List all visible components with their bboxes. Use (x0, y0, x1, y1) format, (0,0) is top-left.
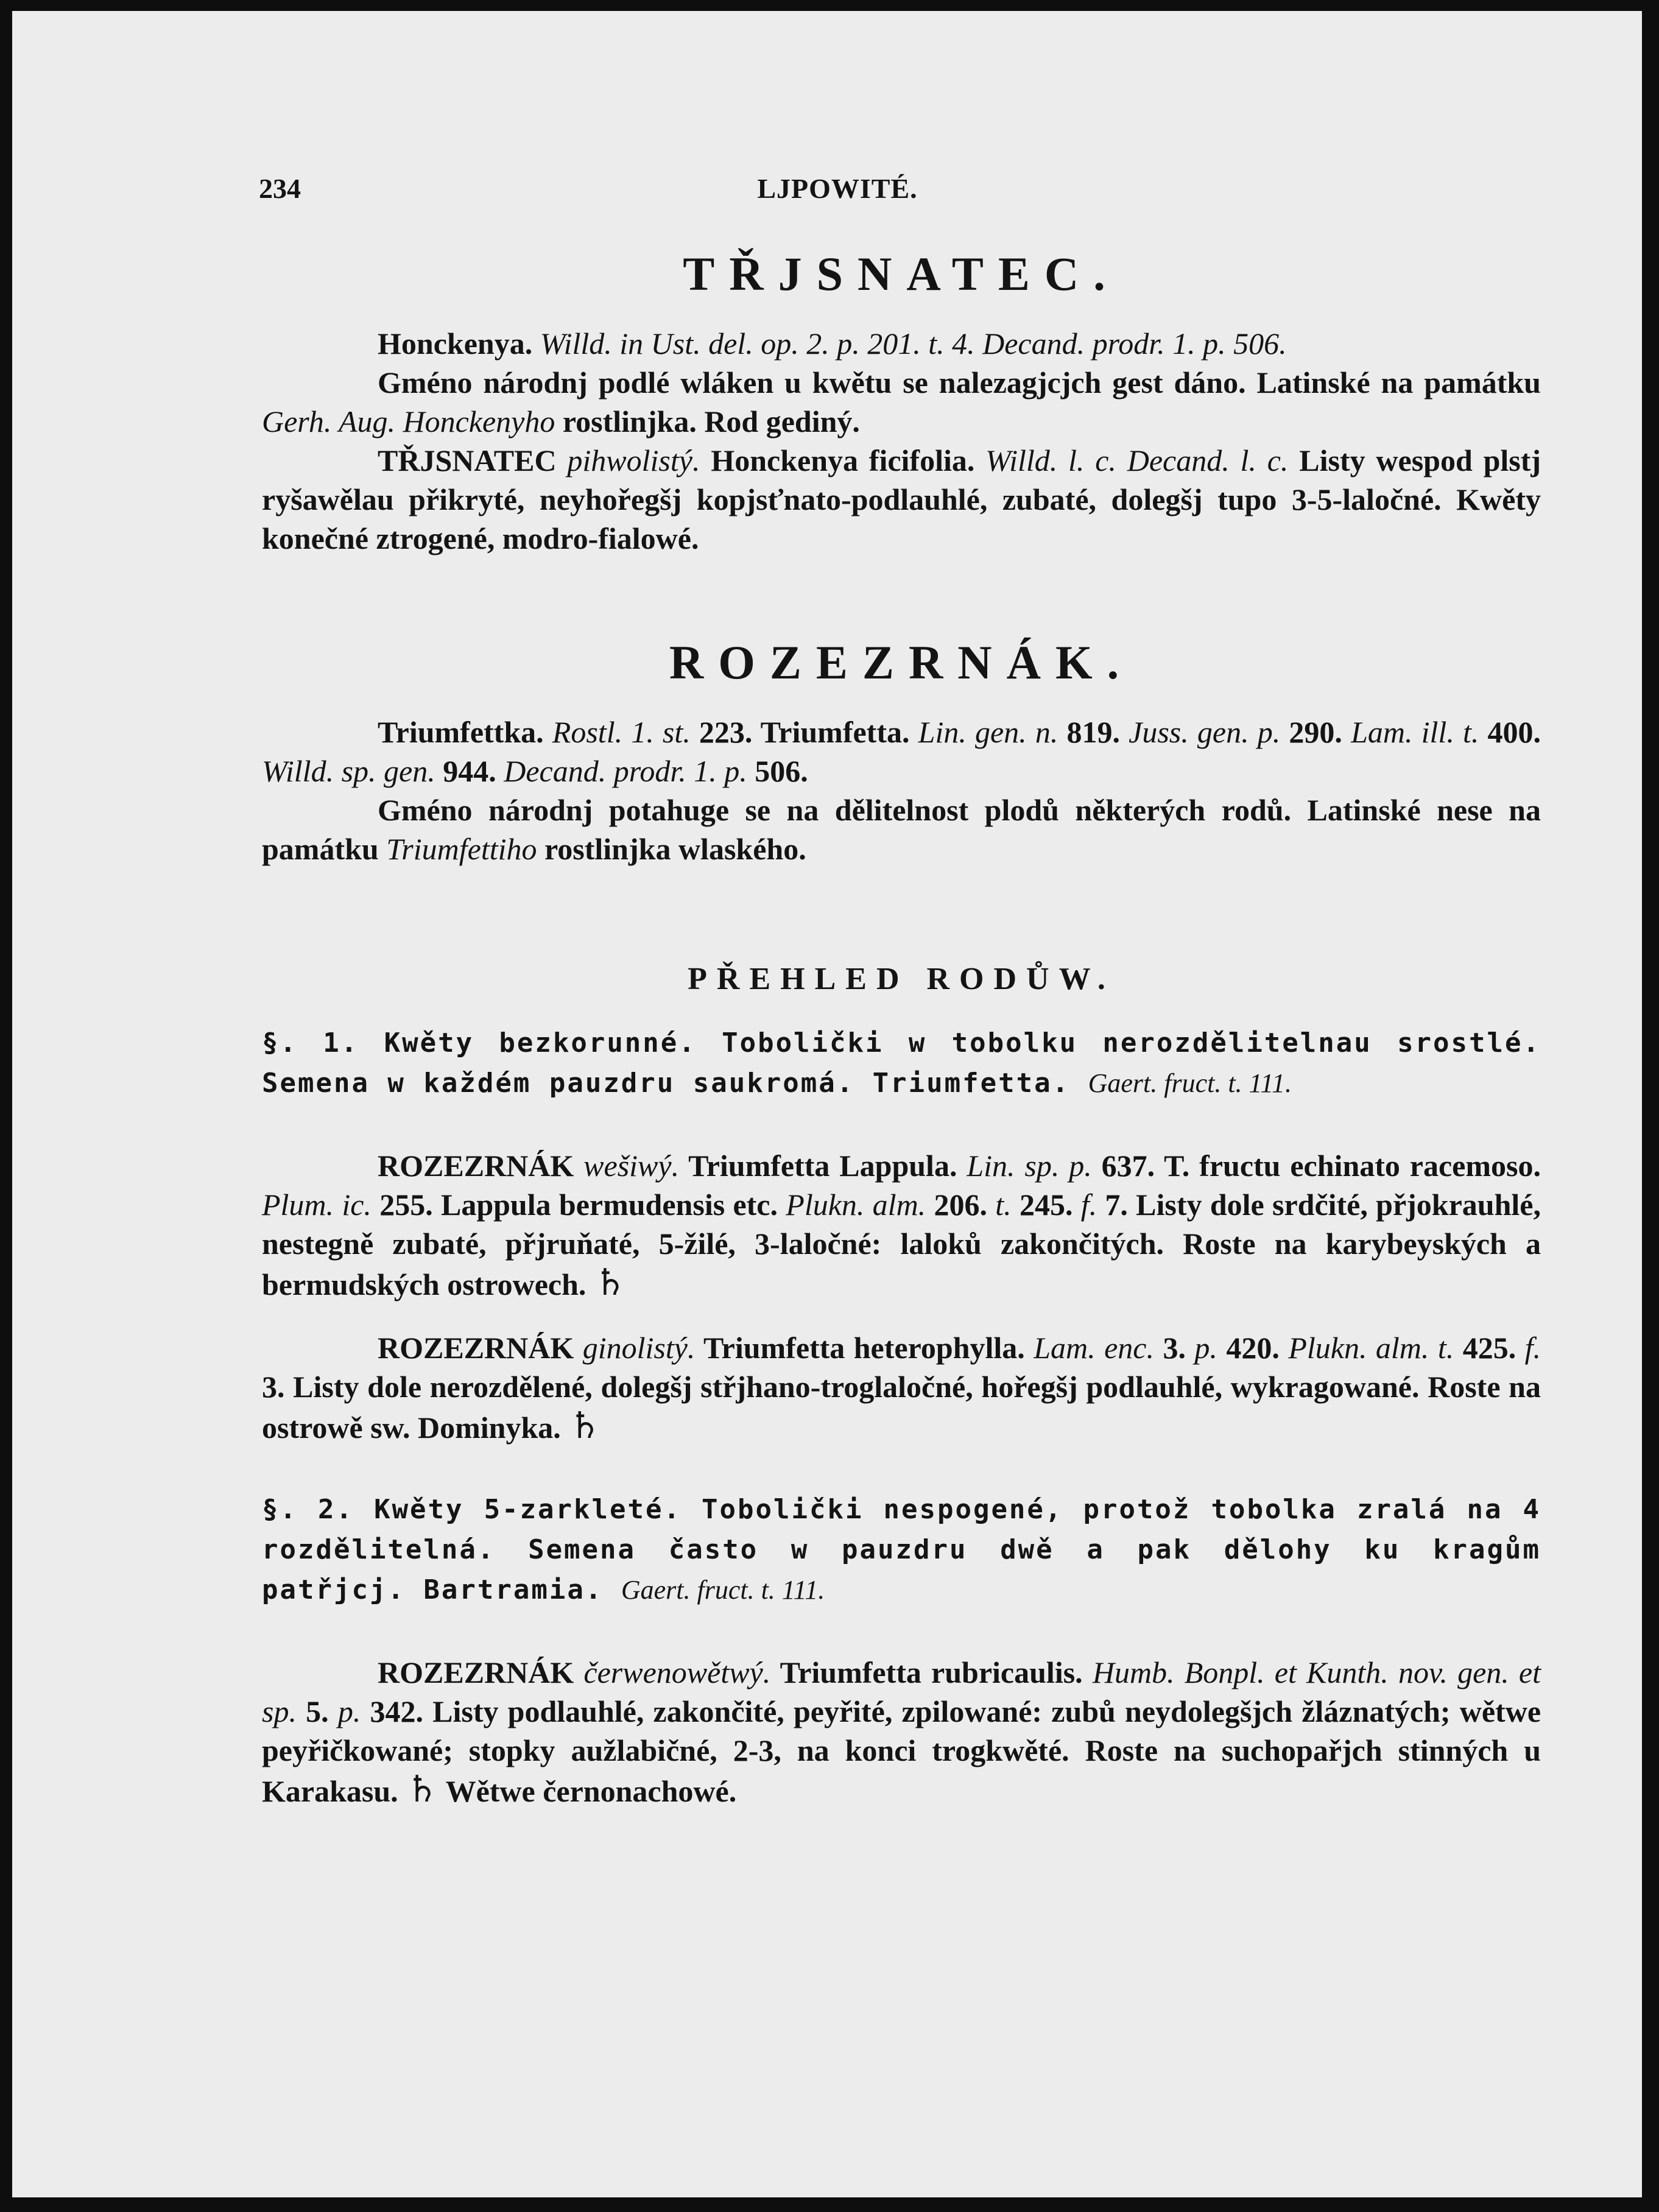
overview-heading: PŘEHLED RODŮW. (688, 962, 1115, 996)
text: 420. (1226, 1331, 1280, 1365)
paragraph (262, 713, 1541, 791)
species-paragraph (262, 1146, 1541, 1304)
species-name: TŘJSNATEC (378, 443, 557, 477)
page-header (259, 172, 1416, 221)
text: 342. Listy podlauhlé, zakončité, peyřité, zpilowané: zubů neydolegšjch žláznatých; wětwe peyřičkowané; stopky aužlabičné, 2-3, na konci trogkwěté. Roste na suchopařjch stinných u Karakasu. (262, 1694, 1541, 1808)
paragraph (262, 363, 1541, 441)
reference: Plukn. alm. t. (1288, 1331, 1454, 1365)
reference: Humb. Bonpl. et Kunth. nov. gen. et sp. (262, 1655, 1541, 1728)
text: 223. Triumfetta. (699, 715, 910, 749)
text: Honckenya ficifolia. (711, 443, 975, 477)
section-2-key (262, 1490, 1541, 1610)
reference: Lam. enc. (1034, 1331, 1154, 1365)
species-name: ROZEZRNÁK (378, 1149, 574, 1183)
species-epithet: čerwenowětwý. (583, 1655, 771, 1689)
saturn-icon: ♄ (593, 1263, 627, 1303)
reference: Plum. ic. (262, 1188, 372, 1222)
reference: f. (1080, 1188, 1097, 1222)
section-1-key (262, 1023, 1541, 1104)
text: rostlinjka wlaského. (544, 832, 806, 866)
reference: Gaert. fruct. t. 111. (1088, 1068, 1292, 1098)
species-epithet: wešiwý. (583, 1149, 680, 1183)
reference: Plukn. alm. (786, 1188, 926, 1222)
reference: Decand. prodr. 1. p. (504, 754, 747, 788)
text: Triumfetta rubricaulis. (780, 1655, 1083, 1689)
species-paragraph (262, 1328, 1541, 1447)
text: Triumfetta Lappula. (688, 1149, 957, 1183)
species-epithet: pihwolistý. (567, 443, 700, 477)
reference: Willd. l. c. Decand. l. c. (985, 443, 1289, 477)
reference: t. (995, 1188, 1012, 1222)
text: Honckenya. (378, 326, 533, 361)
reference: Lin. sp. p. (967, 1149, 1092, 1183)
text: 506. (755, 754, 808, 788)
saturn-icon: ♄ (406, 1769, 439, 1809)
text: §. 2. Kwěty 5-zarkleté. Tobolički nespogené, protož tobolka zralá na 4 rozdělitelná. Semena často w pauzdru dwě a pak dělohy ku kragům patřjcj. Bartramia. (262, 1494, 1541, 1605)
text: 425. (1462, 1331, 1516, 1365)
paragraph (262, 324, 1541, 363)
text: 255. Lappula bermudensis etc. (379, 1188, 778, 1222)
text: Gméno národnj potahuge se na dělitelnost plodů některých rodů. Latinské nese na památku (262, 793, 1541, 866)
running-head: LJPOWITÉ. (757, 173, 918, 204)
saturn-icon: ♄ (568, 1406, 602, 1446)
reference: Willd. in Ust. del. op. 2. p. 201. t. 4. Decand. prodr. 1. p. 506. (540, 326, 1287, 361)
text: 206. (934, 1188, 987, 1222)
text: 5. (306, 1694, 329, 1728)
text: 944. (443, 754, 496, 788)
reference: Willd. sp. gen. (262, 754, 435, 788)
species-name: ROZEZRNÁK (378, 1331, 574, 1365)
page-number: 234 (259, 173, 301, 204)
reference: p. (337, 1694, 361, 1728)
reference: Triumfettiho (386, 832, 537, 866)
text: 819. (1066, 715, 1120, 749)
text: 3. (1163, 1331, 1186, 1365)
book-page (12, 11, 1642, 2197)
reference: Lin. gen. n. (918, 715, 1058, 749)
reference: p. (1194, 1331, 1217, 1365)
text: 3. Listy dole nerozdělené, dolegšj střjhano-troglaločné, hořegšj podlauhlé, wykragowané. Roste na ostrowě sw. Dominyka. (262, 1370, 1541, 1445)
text: 7. Listy dole srdčité, přjokrauhlé, nestegně zubaté, přjruňaté, 5-žilé, 3-laločné: laloků zakončitých. Roste na karybeyských a bermudských ostrowech. (262, 1188, 1541, 1301)
reference: Juss. gen. p. (1129, 715, 1281, 749)
species-name: ROZEZRNÁK (378, 1655, 574, 1689)
reference: Gaert. fruct. t. 111. (621, 1575, 825, 1605)
text: Gméno národnj podlé wláken u kwětu se nalezagjcjch gest dáno. Latinské na památku (378, 365, 1541, 400)
species-paragraph (262, 441, 1541, 558)
paragraph (262, 791, 1541, 868)
text: 290. (1289, 715, 1342, 749)
reference: Gerh. Aug. Honckenyho (262, 404, 555, 439)
text: Wětwe černonachowé. (445, 1774, 737, 1808)
species-paragraph (262, 1653, 1541, 1811)
genus-title-trjsnatec: TŘJSNATEC. (683, 247, 1120, 300)
text: rostlinjka. Rod gediný. (562, 404, 860, 439)
genus-title-rozezrnak: ROZEZRNÁK. (669, 636, 1134, 689)
text: §. 1. Kwěty bezkorunné. Tobolički w tobolku nerozdělitelnau srostlé. Semena w každém pauzdru saukromá. Triumfetta. (262, 1027, 1541, 1099)
text: Listy wespod plstj ryšawělau přikryté, neyhořegšj kopjsťnato-podlauhlé, zubaté, dolegšj tupo 3-5-laločné. Kwěty konečné ztrogené, modro-fialowé. (262, 443, 1541, 555)
species-epithet: ginolistý. (582, 1331, 696, 1365)
page-content (262, 247, 1541, 1811)
text: 400. (1487, 715, 1541, 749)
reference: Lam. ill. t. (1351, 715, 1479, 749)
text: Triumfetta heterophylla. (703, 1331, 1025, 1365)
text: 245. (1019, 1188, 1073, 1222)
reference: f. (1524, 1331, 1541, 1365)
text: 637. T. fructu echinato racemoso. (1101, 1149, 1541, 1183)
text: Triumfettka. (378, 715, 544, 749)
reference: Rostl. 1. st. (552, 715, 691, 749)
